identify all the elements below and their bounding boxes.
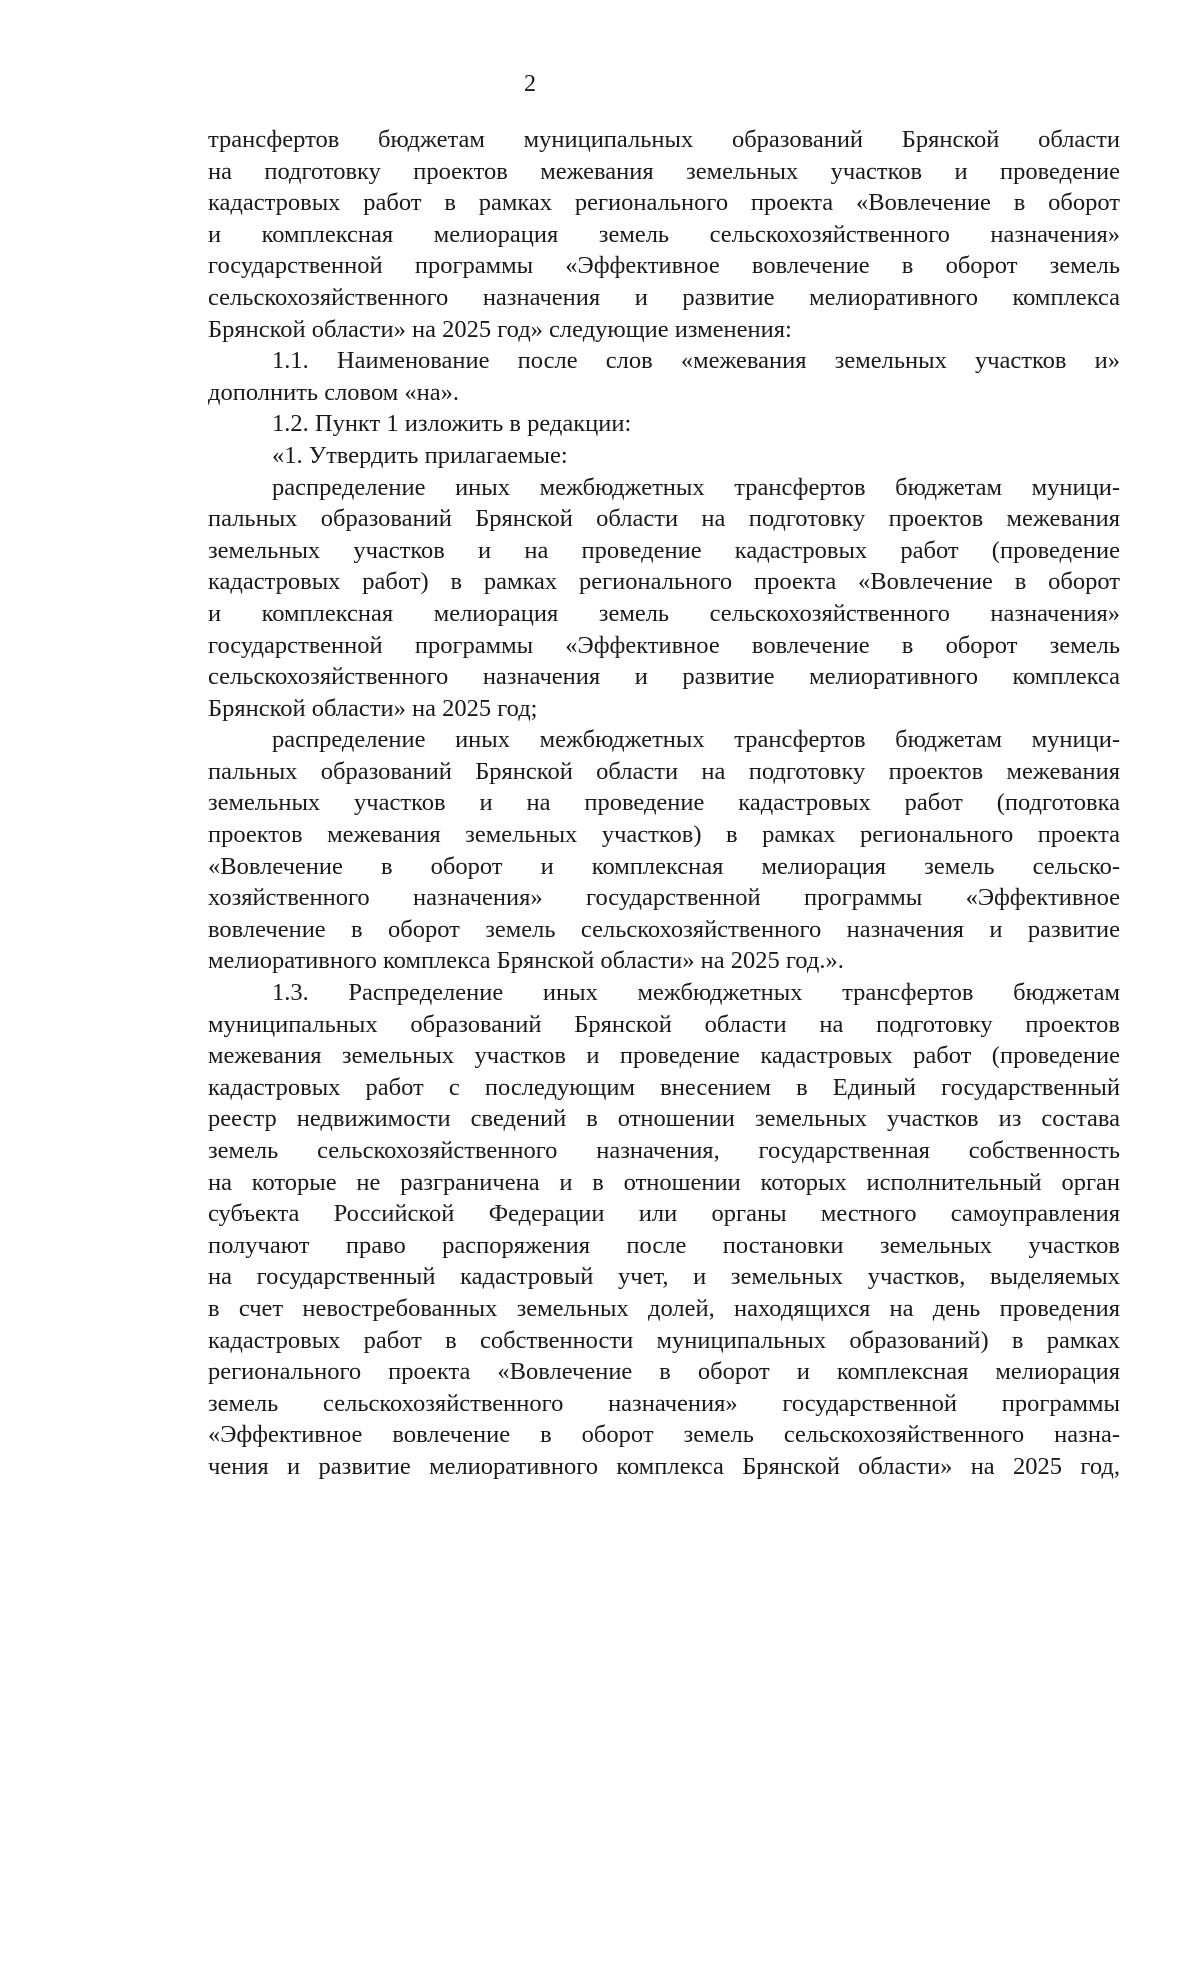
paragraph bbox=[208, 472, 1120, 725]
text-line: 1.1. Наименование после слов «межевания земельных участков и» bbox=[272, 347, 1120, 375]
text-line: реестр недвижимости сведений в отношении земельных участков из состава bbox=[208, 1105, 1120, 1133]
text-line: дополнить словом «на». bbox=[208, 378, 459, 406]
text-line: пальных образований Брянской области на подготовку проектов межевания bbox=[208, 757, 1120, 785]
text-line: Брянской области» на 2025 год; bbox=[208, 694, 538, 722]
page-number: 2 bbox=[524, 71, 536, 97]
text-line: на которые не разграничена и в отношении которых исполнительный орган bbox=[208, 1168, 1120, 1196]
text-line: сельскохозяйственного назначения и развитие мелиоративного комплекса bbox=[208, 663, 1120, 691]
paragraph bbox=[208, 345, 1120, 408]
text-line: распределение иных межбюджетных трансфертов бюджетам муници- bbox=[272, 473, 1120, 501]
text-line: земельных участков и на проведение кадастровых работ (проведение bbox=[208, 536, 1120, 564]
text-line: и комплексная мелиорация земель сельскохозяйственного назначения» bbox=[208, 599, 1120, 627]
text-line: кадастровых работ с последующим внесением в Единый государственный bbox=[208, 1073, 1120, 1101]
text-line: хозяйственного назначения» государственной программы «Эффективное bbox=[208, 884, 1120, 912]
text-line: чения и развитие мелиоративного комплекса Брянской области» на 2025 год, bbox=[208, 1452, 1120, 1480]
text-line: пальных образований Брянской области на подготовку проектов межевания bbox=[208, 505, 1120, 533]
text-line: государственной программы «Эффективное вовлечение в оборот земель bbox=[208, 252, 1120, 280]
text-line: земельных участков и на проведение кадастровых работ (подготовка bbox=[208, 789, 1120, 817]
paragraph bbox=[208, 124, 1120, 345]
text-line: получают право распоряжения после постановки земельных участков bbox=[208, 1231, 1120, 1259]
text-line: и комплексная мелиорация земель сельскохозяйственного назначения» bbox=[208, 220, 1120, 248]
text-line: проектов межевания земельных участков) в рамках регионального проекта bbox=[208, 821, 1120, 849]
text-line: межевания земельных участков и проведение кадастровых работ (проведение bbox=[208, 1042, 1120, 1070]
text-line: 1.2. Пункт 1 изложить в редакции: bbox=[272, 410, 632, 438]
text-line: распределение иных межбюджетных трансфертов бюджетам муници- bbox=[272, 726, 1120, 754]
text-line: «Эффективное вовлечение в оборот земель сельскохозяйственного назна- bbox=[208, 1421, 1120, 1449]
text-line: кадастровых работ в собственности муниципальных образований) в рамках bbox=[208, 1326, 1120, 1354]
text-line: земель сельскохозяйственного назначения» государственной программы bbox=[208, 1389, 1120, 1417]
text-line: субъекта Российской Федерации или органы местного самоуправления bbox=[208, 1200, 1120, 1228]
paragraph bbox=[208, 977, 1120, 1483]
text-line: в счет невостребованных земельных долей, находящихся на день проведения bbox=[208, 1294, 1120, 1322]
text-line: мелиоративного комплекса Брянской области» на 2025 год.». bbox=[208, 947, 844, 975]
text-line: 1.3. Распределение иных межбюджетных трансфертов бюджетам bbox=[272, 979, 1120, 1007]
paragraph bbox=[208, 440, 1120, 472]
text-line: муниципальных образований Брянской области на подготовку проектов bbox=[208, 1010, 1120, 1038]
text-line: на подготовку проектов межевания земельных участков и проведение bbox=[208, 157, 1120, 185]
paragraph bbox=[208, 724, 1120, 977]
text-line: кадастровых работ в рамках регионального проекта «Вовлечение в оборот bbox=[208, 189, 1120, 217]
text-line: вовлечение в оборот земель сельскохозяйственного назначения и развитие bbox=[208, 915, 1120, 943]
text-line: земель сельскохозяйственного назначения, государственная собственность bbox=[208, 1137, 1120, 1164]
text-line: кадастровых работ) в рамках регионального проекта «Вовлечение в оборот bbox=[208, 568, 1120, 596]
document-body bbox=[208, 124, 1120, 1483]
text-line: Брянской области» на 2025 год» следующие изменения: bbox=[208, 315, 792, 343]
text-line: «1. Утвердить прилагаемые: bbox=[272, 441, 568, 469]
text-line: государственной программы «Эффективное вовлечение в оборот земель bbox=[208, 631, 1120, 659]
paragraph bbox=[208, 408, 1120, 440]
text-line: сельскохозяйственного назначения и развитие мелиоративного комплекса bbox=[208, 283, 1120, 311]
text-line: «Вовлечение в оборот и комплексная мелиорация земель сельско- bbox=[208, 852, 1120, 880]
text-line: регионального проекта «Вовлечение в оборот и комплексная мелиорация bbox=[208, 1358, 1120, 1386]
text-line: на государственный кадастровый учет, и земельных участков, выделяемых bbox=[208, 1263, 1120, 1291]
text-line: трансфертов бюджетам муниципальных образований Брянской области bbox=[208, 126, 1120, 153]
